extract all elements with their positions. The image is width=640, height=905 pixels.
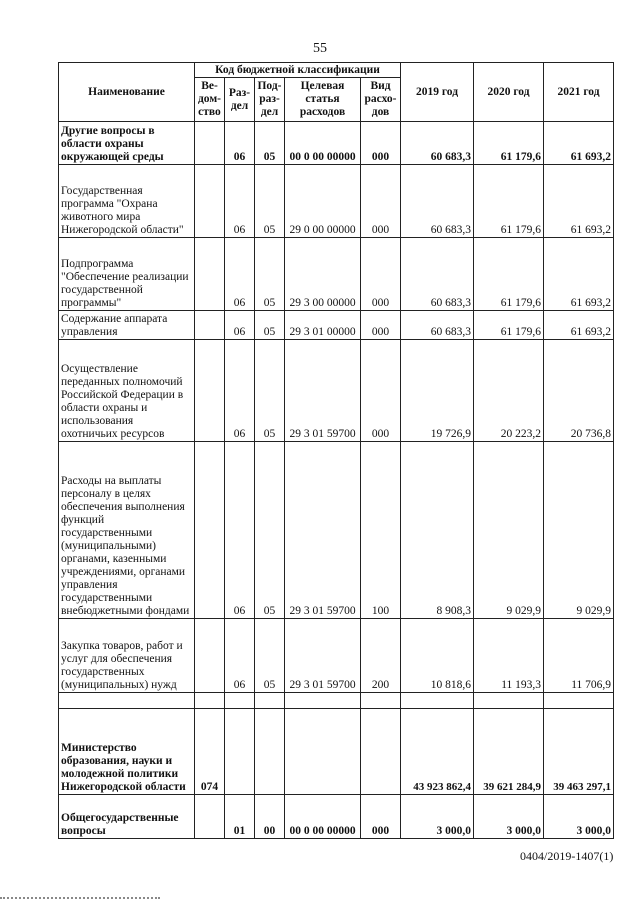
row-razdel: 01 bbox=[225, 795, 255, 839]
row-celevaya: 29 3 01 59700 bbox=[285, 340, 361, 442]
row-ved bbox=[195, 238, 225, 311]
header-razdel: Раз- дел bbox=[225, 78, 255, 122]
header-2021: 2021 год bbox=[544, 63, 614, 122]
row-vid bbox=[361, 709, 401, 795]
row-vid: 000 bbox=[361, 795, 401, 839]
row-vid: 200 bbox=[361, 619, 401, 693]
row-celevaya bbox=[285, 709, 361, 795]
table-row bbox=[59, 122, 614, 165]
table-row bbox=[59, 311, 614, 340]
row-2020: 39 621 284,9 bbox=[474, 709, 544, 795]
row-2021: 20 736,8 bbox=[544, 340, 614, 442]
row-name bbox=[59, 693, 195, 709]
row-2019: 8 908,3 bbox=[401, 442, 474, 619]
row-ved bbox=[195, 619, 225, 693]
row-name: Министерство образования, науки и молодежной политики Нижегородской области bbox=[59, 709, 195, 795]
table-row-spacer bbox=[59, 693, 614, 709]
row-2019: 3 000,0 bbox=[401, 795, 474, 839]
table-row bbox=[59, 238, 614, 311]
row-2021: 9 029,9 bbox=[544, 442, 614, 619]
row-2021: 61 693,2 bbox=[544, 165, 614, 238]
row-name: Расходы на выплаты персоналу в целях обеспечения выполнения функций государственными (муниципальными) органами, казенными учреждениями, органами управления государственными внебюджетными фондами bbox=[59, 442, 195, 619]
row-2019: 60 683,3 bbox=[401, 238, 474, 311]
header-vedomstvo: Ве- дом- ство bbox=[195, 78, 225, 122]
row-2020: 61 179,6 bbox=[474, 311, 544, 340]
header-code-group: Код бюджетной классификации bbox=[195, 63, 401, 78]
row-ved bbox=[195, 693, 225, 709]
row-vid: 000 bbox=[361, 122, 401, 165]
table-row bbox=[59, 795, 614, 839]
row-name: Содержание аппарата управления bbox=[59, 311, 195, 340]
row-ved bbox=[195, 122, 225, 165]
row-2019: 19 726,9 bbox=[401, 340, 474, 442]
row-vid: 000 bbox=[361, 238, 401, 311]
row-name: Осуществление переданных полномочий Российской Федерации в области охраны и использования охотничьих ресурсов bbox=[59, 340, 195, 442]
row-ved: 074 bbox=[195, 709, 225, 795]
row-celevaya: 29 3 00 00000 bbox=[285, 238, 361, 311]
table-row bbox=[59, 709, 614, 795]
row-celevaya: 00 0 00 00000 bbox=[285, 795, 361, 839]
row-2021: 61 693,2 bbox=[544, 238, 614, 311]
row-razdel: 06 bbox=[225, 442, 255, 619]
header-vid: Вид расхо- дов bbox=[361, 78, 401, 122]
budget-table bbox=[58, 62, 614, 839]
table-row bbox=[59, 340, 614, 442]
row-2019: 43 923 862,4 bbox=[401, 709, 474, 795]
row-podrazdel: 00 bbox=[255, 795, 285, 839]
row-celevaya: 29 3 01 59700 bbox=[285, 442, 361, 619]
row-2019: 60 683,3 bbox=[401, 122, 474, 165]
row-2021 bbox=[544, 693, 614, 709]
row-razdel: 06 bbox=[225, 311, 255, 340]
row-razdel: 06 bbox=[225, 165, 255, 238]
row-2019: 60 683,3 bbox=[401, 311, 474, 340]
header-2020: 2020 год bbox=[474, 63, 544, 122]
row-name: Государственная программа "Охрана животного мира Нижегородской области" bbox=[59, 165, 195, 238]
header-name: Наименование bbox=[59, 63, 195, 122]
row-podrazdel: 05 bbox=[255, 238, 285, 311]
table-row bbox=[59, 165, 614, 238]
row-podrazdel: 05 bbox=[255, 311, 285, 340]
row-name: Общегосударственные вопросы bbox=[59, 795, 195, 839]
row-podrazdel: 05 bbox=[255, 165, 285, 238]
row-2020 bbox=[474, 693, 544, 709]
row-name: Другие вопросы в области охраны окружающей среды bbox=[59, 122, 195, 165]
table-row bbox=[59, 619, 614, 693]
row-2020: 61 179,6 bbox=[474, 238, 544, 311]
row-celevaya: 29 3 01 00000 bbox=[285, 311, 361, 340]
row-2021: 39 463 297,1 bbox=[544, 709, 614, 795]
row-razdel: 06 bbox=[225, 619, 255, 693]
document-code: 0404/2019-1407(1) bbox=[520, 849, 614, 863]
row-2021: 3 000,0 bbox=[544, 795, 614, 839]
row-2020: 20 223,2 bbox=[474, 340, 544, 442]
row-ved bbox=[195, 340, 225, 442]
row-ved bbox=[195, 311, 225, 340]
row-celevaya bbox=[285, 693, 361, 709]
row-ved bbox=[195, 442, 225, 619]
row-ved bbox=[195, 165, 225, 238]
header-2019: 2019 год bbox=[401, 63, 474, 122]
row-2019: 60 683,3 bbox=[401, 165, 474, 238]
row-vid: 100 bbox=[361, 442, 401, 619]
row-2020: 61 179,6 bbox=[474, 165, 544, 238]
row-2019: 10 818,6 bbox=[401, 619, 474, 693]
table-row bbox=[59, 442, 614, 619]
row-name: Подпрограмма "Обеспечение реализации государственной программы" bbox=[59, 238, 195, 311]
row-name: Закупка товаров, работ и услуг для обеспечения государственных (муниципальных) нужд bbox=[59, 619, 195, 693]
row-vid: 000 bbox=[361, 165, 401, 238]
row-razdel: 06 bbox=[225, 122, 255, 165]
row-celevaya: 29 3 01 59700 bbox=[285, 619, 361, 693]
row-podrazdel bbox=[255, 693, 285, 709]
row-2019 bbox=[401, 693, 474, 709]
row-podrazdel: 05 bbox=[255, 442, 285, 619]
row-2021: 11 706,9 bbox=[544, 619, 614, 693]
row-podrazdel bbox=[255, 709, 285, 795]
row-2020: 9 029,9 bbox=[474, 442, 544, 619]
row-ved bbox=[195, 795, 225, 839]
row-celevaya: 29 0 00 00000 bbox=[285, 165, 361, 238]
row-celevaya: 00 0 00 00000 bbox=[285, 122, 361, 165]
row-razdel bbox=[225, 709, 255, 795]
row-2020: 11 193,3 bbox=[474, 619, 544, 693]
row-podrazdel: 05 bbox=[255, 122, 285, 165]
row-podrazdel: 05 bbox=[255, 340, 285, 442]
row-2021: 61 693,2 bbox=[544, 122, 614, 165]
scan-edge-mark bbox=[0, 897, 160, 899]
row-vid: 000 bbox=[361, 340, 401, 442]
row-2021: 61 693,2 bbox=[544, 311, 614, 340]
page-number: 55 bbox=[313, 41, 327, 56]
row-razdel: 06 bbox=[225, 340, 255, 442]
row-razdel bbox=[225, 693, 255, 709]
row-2020: 3 000,0 bbox=[474, 795, 544, 839]
row-podrazdel: 05 bbox=[255, 619, 285, 693]
header-celevaya: Целевая статья расходов bbox=[285, 78, 361, 122]
row-vid: 000 bbox=[361, 311, 401, 340]
header-podrazdel: Под- раз- дел bbox=[255, 78, 285, 122]
row-vid bbox=[361, 693, 401, 709]
row-2020: 61 179,6 bbox=[474, 122, 544, 165]
row-razdel: 06 bbox=[225, 238, 255, 311]
